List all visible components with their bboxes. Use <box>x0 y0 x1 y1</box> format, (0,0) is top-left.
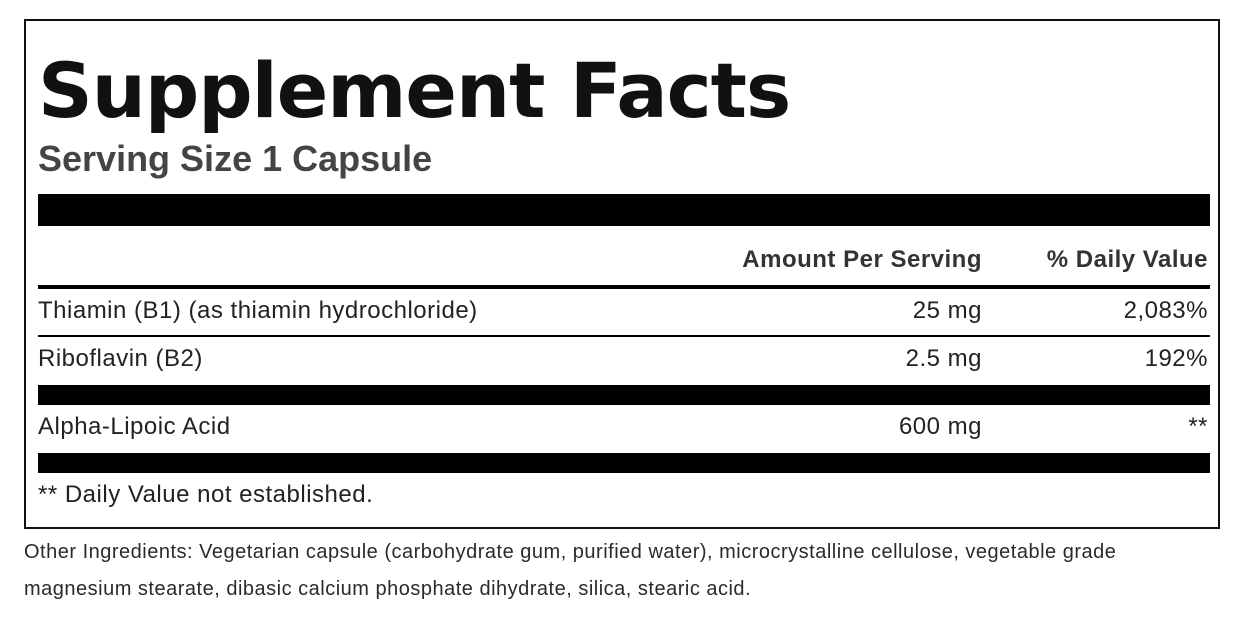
nutrient-daily-value: ** <box>1188 413 1208 440</box>
nutrient-amount: 25 mg <box>912 297 982 324</box>
daily-value-footnote: ** Daily Value not established. <box>38 481 374 508</box>
section-divider <box>38 385 1210 405</box>
thick-divider <box>38 194 1210 226</box>
nutrient-daily-value: 2,083% <box>1123 297 1208 324</box>
nutrient-amount: 2.5 mg <box>905 345 982 372</box>
nutrient-name: Riboflavin (B2) <box>38 345 203 372</box>
column-header-daily-value: % Daily Value <box>1046 246 1208 273</box>
nutrient-name: Alpha-Lipoic Acid <box>38 413 231 440</box>
section-divider <box>38 453 1210 473</box>
label-title: Supplement Facts <box>38 46 791 135</box>
nutrient-amount: 600 mg <box>898 413 982 440</box>
header-divider <box>38 285 1210 289</box>
nutrient-name: Thiamin (B1) (as thiamin hydrochloride) <box>38 297 478 324</box>
row-divider <box>38 335 1210 337</box>
column-header-amount: Amount Per Serving <box>742 246 982 273</box>
serving-size: Serving Size 1 Capsule <box>38 138 433 179</box>
other-ingredients: Other Ingredients: Vegetarian capsule (carbohydrate gum, purified water), microcrystalline cellulose, vegetable grade magnesium stearate, dibasic calcium phosphate dihydrate, silica, stearic acid. <box>24 541 1117 600</box>
nutrient-daily-value: 192% <box>1144 345 1208 372</box>
supplement-facts-panel <box>24 19 1220 529</box>
